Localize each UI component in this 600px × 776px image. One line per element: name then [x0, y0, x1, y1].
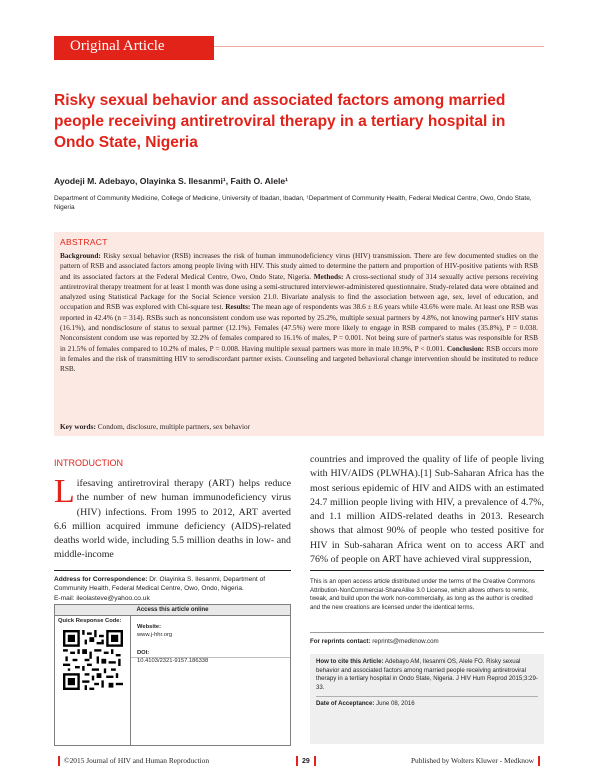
footer-journal: ©2015 Journal of HIV and Human Reproduction	[64, 756, 210, 765]
footer-tick	[296, 756, 298, 766]
header-rule	[214, 46, 544, 47]
affiliations: Department of Community Medicine, College of Medicine, University of Ibadan, Ibadan, ¹Department of Community Health, Federal Medical Centre, Owo, Ondo State, Nigeria	[54, 195, 532, 212]
qr-label: Quick Response Code:	[58, 618, 122, 624]
left-divider	[54, 570, 291, 571]
conclusion-label: Conclusion:	[446, 343, 485, 353]
citation-text: Adebayo AM, Ilesanmi OS, Alele FO. Risky sexual behavior and associated factors among married people receiving antiretroviral therapy in a tertiary hospital in Ondo State, Nigeria. J HIV Hum Reprod 2015;3:29-33.	[316, 658, 538, 691]
reprints-email[interactable]: reprints@medknow.com	[372, 638, 439, 645]
footer-tick	[538, 756, 540, 766]
footer-publisher-wrap	[411, 756, 544, 766]
authors: Ayodeji M. Adebayo, Olayinka S. Ilesanmi¹, Faith O. Alele¹	[54, 176, 288, 186]
section-label-band	[54, 36, 214, 60]
drop-cap: L	[54, 473, 75, 510]
page-footer	[54, 756, 544, 768]
access-heading: Access this article online	[55, 605, 290, 616]
website-label: Website:	[137, 624, 162, 630]
access-box	[54, 604, 291, 746]
citation-box	[310, 654, 544, 744]
doi-label: DOI:	[137, 650, 150, 656]
right-divider	[310, 570, 544, 571]
footer-tick	[314, 756, 316, 766]
results-text: The mean age of respondents was 38.6 ± 8.6 years while 43.6% were male. At least one RSB was reported in 42.4% (n = 314). RSBs such as nonconsistent condom use was reported by 25.2%, multiple sexual partners by 4.8%, not knowing partner's HIV status (16.1%), and nondisclosure of status to sexual partner (12.1%). Females (47.5%) were more likely to engage in RSB compared to males (35.8%), P = 0.038. Nonconsistent condom use was reported by 32.2% of females compared to 16.1% of males, P = 0.001. Not being sure of partner's status was responsible for RSB in 21.5% of females compared to 10.2% of males, P = 0.008. Having multiple sexual partners was more in male 10.9%, P < 0.001.	[60, 302, 538, 353]
correspondence-email[interactable]: E-mail: ileolasteve@yahoo.co.uk	[54, 594, 150, 602]
license-text: This is an open access article distributed under the terms of the Creative Commons Attribution-NonCommercial-ShareAlike 3.0 License, which allows others to remix, tweak, and build upon the work non-commercially, as long as the author is credited and the new creations are licensed under the identical terms.	[310, 578, 535, 611]
citation-label: How to cite this Article:	[316, 658, 384, 665]
website-link[interactable]: www.j-hhr.org	[137, 632, 173, 638]
footer-publisher: Published by Wolters Kluwer - Medknow	[410, 756, 534, 765]
keywords	[60, 422, 538, 431]
section-label: Original Article	[70, 38, 165, 54]
reprints	[310, 638, 439, 645]
access-info	[137, 623, 287, 675]
correspondence-label: Address for Correspondence:	[54, 576, 148, 583]
methods-label: Methods:	[313, 271, 344, 281]
license-divider	[310, 632, 544, 633]
abstract-heading: ABSTRACT	[60, 237, 108, 247]
introduction-right-column: countries and improved the quality of life of people living with HIV/AIDS (PLWHA).[1] Sub-Saharan Africa has the most serious epidemic of HIV and AIDS with an estimated 24.7 million people living with HIV, a prevalence of 4.7%, and 1.1 million AIDS-related deaths in 2013. Research shows that almost 90% of people who tested positive for HIV in Sub-saharan Africa went on to access ART and 76% of people on ART have achieved viral suppression,	[310, 454, 544, 566]
background-label: Background:	[60, 251, 101, 260]
introduction-heading: INTRODUCTION	[54, 458, 123, 468]
methods-text: A cross-sectional study of 314 sexually active persons receiving antiretroviral therapy treatment for at least 1 month was done using a semi-structured interviewer-administered questionnaire. Study-related data were obtained and analyzed using Statistical Package for the Social Science version 21.0. Bivariate analysis to find the association between age, sex, level of education, and occupation and RSB was explored with Chi-square test.	[60, 271, 539, 312]
abstract-box	[54, 232, 544, 436]
footer-page-wrap	[292, 756, 320, 766]
footer-tick	[58, 756, 60, 766]
article-title: Risky sexual behavior and associated factors among married people receiving antiretroviral therapy in a tertiary hospital in Ondo State, Nigeria	[54, 92, 506, 151]
abstract-text	[60, 251, 538, 375]
keywords-label: Key words:	[60, 422, 96, 431]
doi-link[interactable]: 10.4103/2321-9157.186338	[137, 658, 209, 664]
reprints-label: For reprints contact:	[310, 638, 371, 645]
correspondence	[54, 575, 291, 603]
page-number: 29	[302, 757, 310, 765]
introduction-left-text: ifesaving antiretroviral therapy (ART) helps reduce the number of new human immunodeficiency virus (HIV) infections. From 1995 to 2012, ART averted 6.6 million acquired immune deficiency (AIDS)-related deaths world wide, including 5.5 million deaths in low- and middle-income	[54, 478, 291, 561]
footer-journal-wrap	[54, 756, 209, 766]
qr-code[interactable]	[63, 630, 123, 690]
acceptance-label: Date of Acceptance:	[316, 700, 375, 708]
results-label: Results:	[225, 302, 251, 312]
background-text: Risky sexual behavior (RSB) increases the risk of human immunodeficiency virus (HIV) transmission. There are few documented studies on the pattern of RSB and associated factors among people living with HIV. This study aimed to determine the pattern and proportion of HIV-positive patients with RSB and its associated factors at the Federal Medical Centre, Owo, Ondo State, Nigeria.	[60, 251, 539, 281]
qr-cell	[55, 616, 131, 745]
correspondence-text: Dr. Olayinka S. Ilesanmi, Department of Community Health, Federal Medical Centre, Owo, Ondo, Nigeria.	[54, 576, 266, 593]
keywords-text: Condom, disclosure, multiple partners, sex behavior	[97, 422, 251, 431]
acceptance-date: June 08, 2016	[376, 700, 415, 708]
conclusion-text: RSB occurs more in females and the risk of transmitting HIV to serodiscordant partner exists. Counseling and targeted behavioral change intervention should be instituted to reduce RSB.	[60, 343, 538, 374]
introduction-left-column	[54, 473, 291, 563]
citation-divider	[316, 696, 538, 697]
